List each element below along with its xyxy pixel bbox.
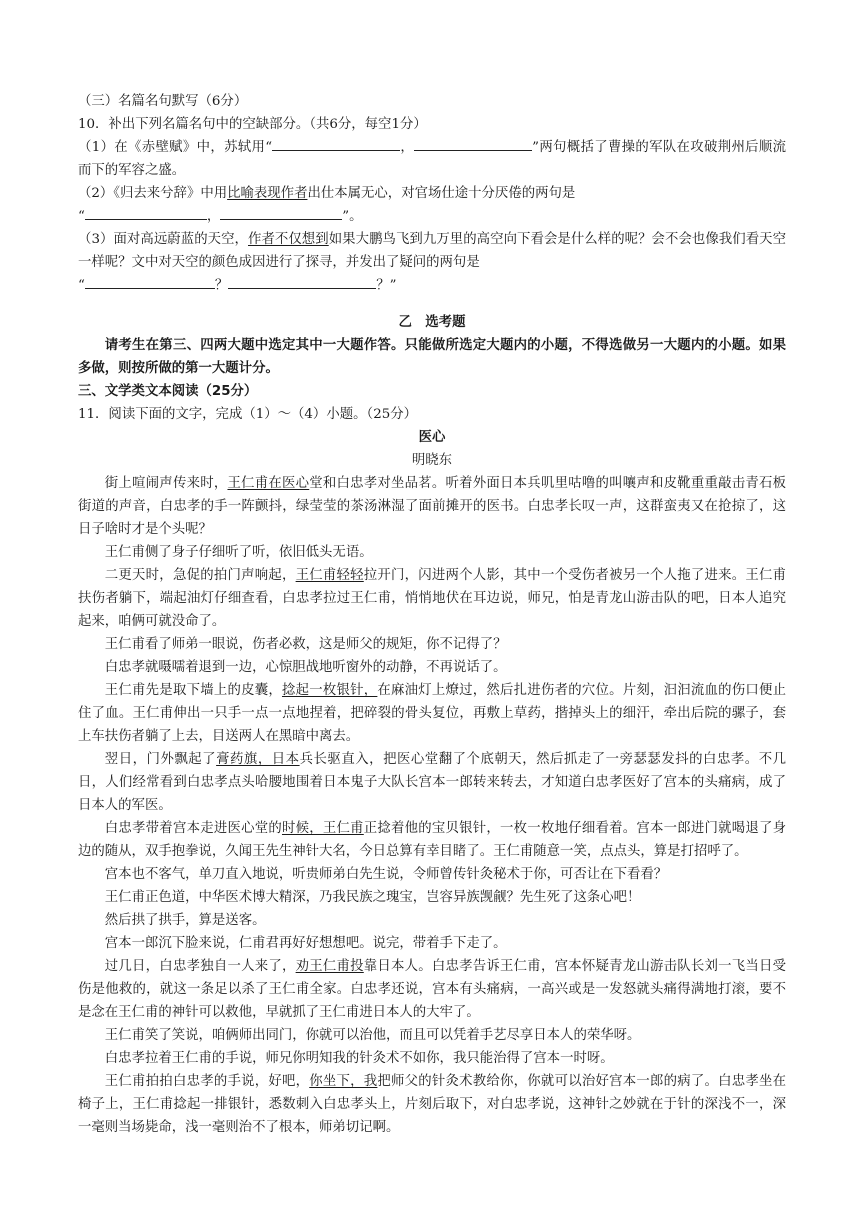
q11-stem: 11．阅读下面的文字，完成（1）～（4）小题。（25分）	[78, 407, 418, 422]
q10-item-2: （2）《归去来兮辞》中用比喻表现作者出仕本属无心，对官场仕途十分厌倦的两句是 “ ， ”。	[78, 186, 576, 224]
answer-blank[interactable]	[85, 205, 207, 220]
answer-blank[interactable]	[228, 274, 376, 289]
q10-item-1: （1）在《赤壁赋》中，苏轼用“ ， ”两句概括了曹操的军队在攻破荆州后顺流而下的军容之盛。	[78, 136, 786, 182]
q10-stem: 10．补出下列名篇名句中的空缺部分。（共6分，每空1分）	[78, 117, 427, 132]
paragraph: 王仁甫笑了笑说，咱俩师出同门，你就可以治他，而且可以凭着手艺尽享日本人的荣华呀。	[104, 1028, 641, 1043]
part-title: 乙 选考题	[398, 315, 466, 330]
article-title: 医心	[418, 430, 446, 445]
section-heading-literary: 三、文学类文本阅读（25分）	[78, 384, 258, 399]
paragraph: 宫本也不客气，单刀直入地说，听贵师弟白先生说，令师曾传针灸秘术于你，可否让在下看看？	[104, 867, 668, 882]
paragraph: 过几日，白忠孝独自一人来了，劝王仁甫投靠日本人。白忠孝告诉王仁甫，宫本怀疑青龙山游击队长刘一飞当日受伤是他救的，就这一条足以杀了王仁甫全家。白忠孝还说，宫本有头痛病，一高兴或是一发怒就头痛得满地打滚，要不是念在王仁甫的神针可以救他，早就抓了王仁甫进日本人的大牢了。	[78, 959, 787, 1020]
paragraph: 翌日，门外飘起了膏药旗，日本兵长驱直入，把医心堂翻了个底朝天，然后抓走了一旁瑟瑟发抖的白忠孝。不几日，人们经常看到白忠孝点头哈腰地围着日本鬼子大队长宫本一郎转来转去，才知道白忠孝医好了宫本的头痛病，成了日本人的军医。	[78, 752, 787, 813]
paragraph: 王仁甫看了师弟一眼说，伤者必救，这是师父的规矩，你不记得了？	[104, 637, 507, 652]
article-author: 明晓东	[411, 453, 453, 468]
paragraph: 王仁甫正色道，中华医术博大精深，乃我民族之瑰宝，岂容异族觊觎？先生死了这条心吧！	[104, 890, 641, 905]
q10-item-3: （3）面对高远蔚蓝的天空，作者不仅想到如果大鹏鸟飞到九万里的高空向下看会是什么样的呢？会不会也像我们看天空一样呢？文中对天空的颜色成因进行了探寻，并发出了疑问的两句是 “ ？ ？”	[78, 232, 787, 293]
paragraph: 宫本一郎沉下脸来说，仁甫君再好好想想吧。说完，带着手下走了。	[104, 936, 507, 951]
exam-page	[78, 90, 786, 1139]
underlined-phrase: 比喻表现作者	[227, 186, 308, 201]
section-heading-recitation: （三）名篇名句默写（6分）	[78, 94, 248, 109]
underlined-phrase: 作者不仅想到	[248, 232, 329, 247]
paragraph: 然后拱了拱手，算是送客。	[104, 913, 266, 928]
paragraph: 二更天时，急促的拍门声响起，王仁甫轻轻拉开门，闪进两个人影，其中一个受伤者被另一个人拖了进来。王仁甫扶伤者躺下，端起油灯仔细查看，白忠孝拉过王仁甫，悄悄地伏在耳边说，师兄，怕是青龙山游击队的吧，日本人追究起来，咱俩可就没命了。	[78, 568, 787, 629]
paragraph: 王仁甫拍拍白忠孝的手说，好吧，你坐下，我把师父的针灸术教给你，你就可以治好宫本一郎的病了。白忠孝坐在椅子上，王仁甫捻起一排银针，悉数刺入白忠孝头上，片刻后取下，对白忠孝说，这神针之妙就在于针的深浅不一，深一毫则当场毙命，浅一毫则治不了根本，师弟切记啊。	[78, 1074, 787, 1135]
answer-blank[interactable]	[220, 205, 342, 220]
paragraph: 王仁甫侧了身子仔细听了听，依旧低头无语。	[104, 545, 373, 560]
paragraph: 王仁甫先是取下墙上的皮囊，捻起一枚银针，在麻油灯上燎过，然后扎进伤者的穴位。片刻，汩汩流血的伤口便止住了血。王仁甫伸出一只手一点一点地捏着，把碎裂的骨头复位，再敷上草药，揩掉头上的细汗，牵出后院的骡子，套上车扶伤者躺了上去，目送两人在黑暗中离去。	[78, 683, 787, 744]
answer-blank[interactable]	[414, 136, 532, 151]
answer-blank[interactable]	[272, 136, 400, 151]
paragraph: 白忠孝拉着王仁甫的手说，师兄你明知我的针灸术不如你，我只能治得了宫本一时呀。	[104, 1051, 614, 1066]
answer-blank[interactable]	[85, 274, 215, 289]
paragraph: 白忠孝就嗫嚅着退到一边，心惊胆战地听窗外的动静，不再说话了。	[104, 660, 507, 675]
part-instruction: 请考生在第三、四两大题中选定其中一大题作答。只能做所选定大题内的小题，不得选做另一大题内的小题。如果多做，则按所做的第一大题计分。	[78, 338, 786, 376]
paragraph: 街上喧闹声传来时，王仁甫在医心堂和白忠孝对坐品茗。听着外面日本兵叽里咕噜的叫嚷声和皮靴重重敲击青石板街道的声音，白忠孝的手一阵颤抖，绿莹莹的茶汤淋湿了面前摊开的医书。白忠孝长叹一声，这群蛮夷又在抢掠了，这日子啥时才是个头呢？	[78, 476, 787, 537]
paragraph: 白忠孝带着宫本走进医心堂的时候，王仁甫正捻着他的宝贝银针，一枚一枚地仔细看着。宫本一郎进门就喝退了身边的随从，双手抱拳说，久闻王先生神针大名，今日总算有幸目睹了。王仁甫随意一笑，点点头，算是打招呼了。	[78, 821, 787, 859]
